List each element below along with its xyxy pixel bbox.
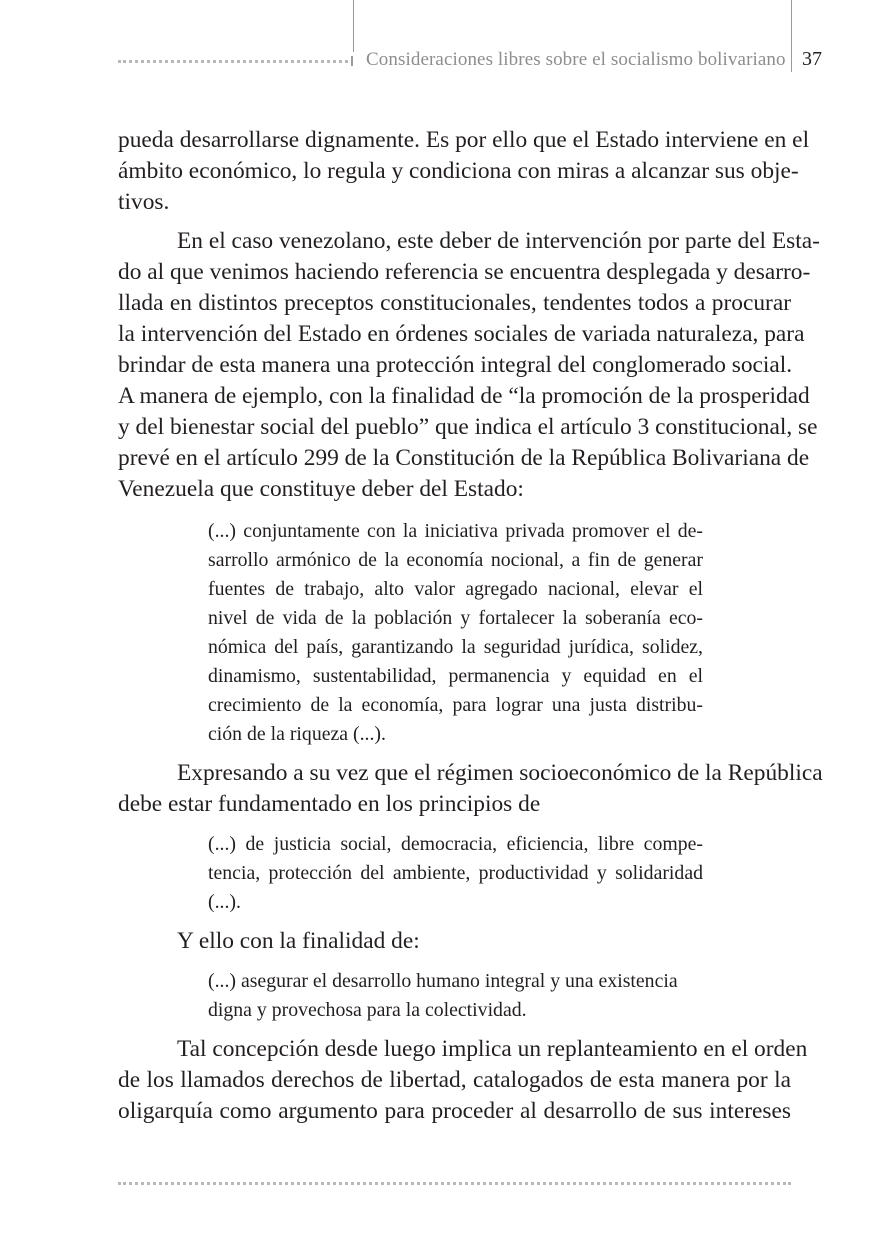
- quote-line: (...) conjuntamente con la iniciativa privada promover el de-: [208, 520, 703, 542]
- body-line: Venezuela que constituye deber del Estado:: [118, 476, 524, 502]
- header-rule-tick: [351, 56, 353, 66]
- body-line: llada en distintos preceptos constitucionales, tendentes todos a procurar: [118, 290, 791, 316]
- header-divider-left: [353, 0, 354, 52]
- body-line: la intervención del Estado en órdenes sociales de variada naturaleza, para: [118, 321, 805, 347]
- body-line: Expresando a su vez que el régimen socioeconómico de la República: [177, 760, 823, 786]
- quote-line: nómica del país, garantizando la seguridad jurídica, solidez,: [208, 636, 703, 658]
- body-line: oligarquía como argumento para proceder al desarrollo de sus intereses: [118, 1098, 791, 1124]
- body-line: debe estar fundamentado en los principios de: [118, 791, 541, 817]
- header-dotted-rule: [118, 60, 348, 63]
- quote-line: (...) asegurar el desarrollo humano integral y una existencia: [208, 970, 678, 992]
- body-line: A manera de ejemplo, con la finalidad de “la promoción de la prosperidad: [118, 383, 810, 409]
- quote-line: dinamismo, sustentabilidad, permanencia y equidad en el: [208, 665, 703, 687]
- quote-line: (...).: [208, 891, 241, 913]
- header-divider-right: [791, 0, 792, 72]
- body-line: y del bienestar social del pueblo” que indica el artículo 3 constitucional, se: [118, 414, 818, 440]
- body-line: prevé en el artículo 299 de la Constitución de la República Bolivariana de: [118, 445, 810, 471]
- quote-line: tencia, protección del ambiente, productividad y solidaridad: [208, 862, 703, 884]
- body-line: En el caso venezolano, este deber de intervención por parte del Esta-: [177, 228, 820, 254]
- quote-line: (...) de justicia social, democracia, eficiencia, libre compe-: [208, 833, 703, 855]
- body-line: pueda desarrollarse dignamente. Es por ello que el Estado interviene en el: [118, 127, 810, 153]
- quote-line: ción de la riqueza (...).: [208, 723, 386, 745]
- body-line: ámbito económico, lo regula y condiciona con miras a alcanzar sus obje-: [118, 158, 799, 184]
- quote-line: fuentes de trabajo, alto valor agregado nacional, elevar el: [208, 578, 703, 600]
- body-line: brindar de esta manera una protección integral del conglomerado social.: [118, 352, 793, 378]
- quote-line: digna y provechosa para la colectividad.: [208, 999, 527, 1021]
- footer-dotted-rule: [118, 1182, 791, 1185]
- body-line: tivos.: [118, 189, 170, 215]
- quote-line: nivel de vida de la población y fortalecer la soberanía eco-: [208, 607, 703, 629]
- running-title: Consideraciones libres sobre el socialismo bolivariano: [366, 49, 786, 70]
- body-line: Y ello con la finalidad de:: [177, 928, 420, 954]
- page-number: 37: [802, 48, 822, 70]
- body-line: do al que venimos haciendo referencia se encuentra desplegada y desarro-: [118, 259, 811, 285]
- body-line: de los llamados derechos de libertad, catalogados de esta manera por la: [118, 1067, 791, 1093]
- quote-line: crecimiento de la economía, para lograr una justa distribu-: [208, 694, 703, 716]
- quote-line: sarrollo armónico de la economía nocional, a fin de generar: [208, 549, 703, 571]
- body-line: Tal concepción desde luego implica un replanteamiento en el orden: [177, 1036, 808, 1062]
